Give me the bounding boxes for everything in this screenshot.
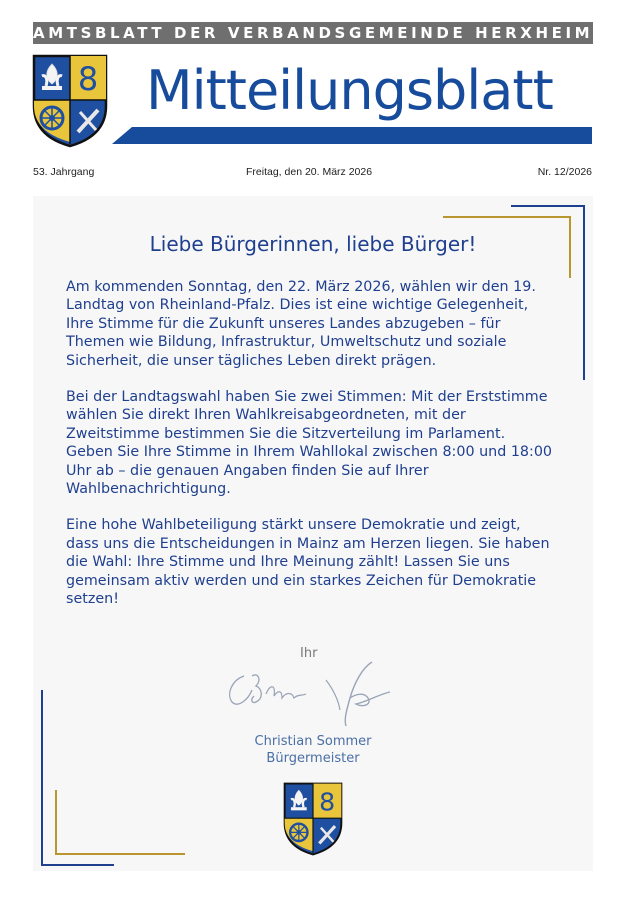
letter-paragraph: Bei der Landtagswahl haben Sie zwei Stimmen: Mit der Erststimme wählen Sie direkt Ihren Wahlkreisabgeordneten, mit der Zweitstimme bestimmen Sie die Sitzverteilung im Parlament. Geben Sie Ihre Stimme in Ihrem Wahllokal zwischen 8:00 und 18:00 Uhr ab – die genauen Angaben finden Sie auf Ihrer Wahlbenachrichtigung. <box>66 389 553 498</box>
letter-closing: Ihr <box>300 646 318 661</box>
letter-paragraph: Eine hohe Wahlbeteiligung stärkt unsere Demokratie und zeigt, dass uns die Entscheidungen in Mainz am Herzen liegen. Sie haben die Wahl: Ihre Stimme und Ihre Meinung zählt! Lassen Sie uns gemeinsam aktiv werden und ein starkes Zeichen für Demokratie setzen! <box>66 517 550 608</box>
corner-line <box>511 205 585 207</box>
issue-number: Nr. 12/2026 <box>537 166 592 178</box>
svg-text:8: 8 <box>77 60 99 98</box>
corner-line <box>41 864 114 866</box>
corner-line <box>55 790 57 854</box>
svg-text:8: 8 <box>319 787 336 817</box>
corner-line <box>41 690 43 866</box>
publication-banner: AMTSBLATT DER VERBANDSGEMEINDE HERXHEIM <box>33 24 594 42</box>
masthead-rule <box>112 127 592 144</box>
letter-headline: Liebe Bürgerinnen, liebe Bürger! <box>149 232 477 256</box>
letter-body <box>66 278 556 627</box>
masthead-title: Mitteilungsblatt <box>146 59 553 122</box>
signer-role: Bürgermeister <box>266 751 360 766</box>
signer-name: Christian Sommer <box>254 734 372 749</box>
signature-image <box>222 654 412 734</box>
corner-line <box>55 853 185 855</box>
corner-line <box>443 216 570 218</box>
issue-date: Freitag, den 20. März 2026 <box>246 166 373 178</box>
letter-paragraph: Am kommenden Sonntag, den 22. März 2026, wählen wir den 19. Landtag von Rheinland-Pfalz. Dies ist eine wichtige Gelegenheit, Ihre Stimme für die Zukunft unseres Landes abzugeben – für Themen wie Bildung, Infrastruktur, Umweltschutz und soziale Sicherheit, die unser tägliches Leben direkt prägen. <box>66 279 536 369</box>
coat-of-arms-icon <box>283 782 343 856</box>
volume-label: 53. Jahrgang <box>33 166 95 178</box>
coat-of-arms-icon <box>32 54 108 148</box>
